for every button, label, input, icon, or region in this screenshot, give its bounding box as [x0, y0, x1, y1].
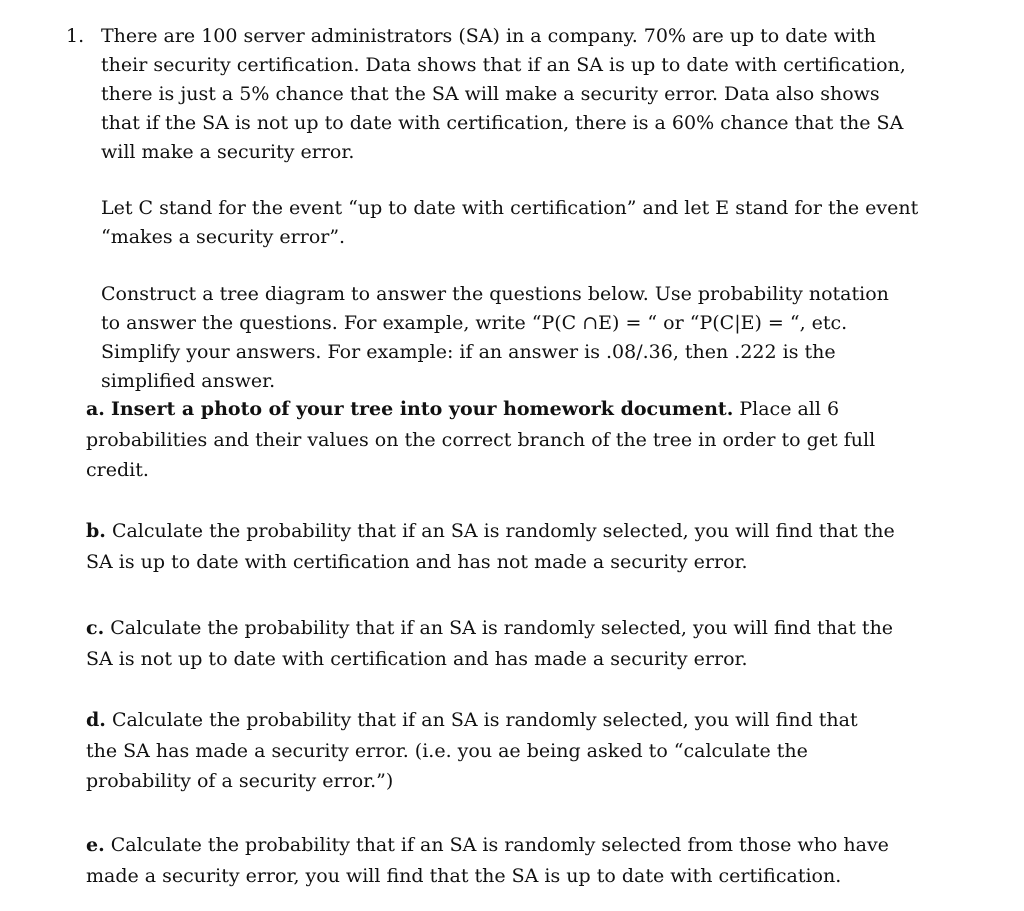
- instruction-line: Simplify your answers. For example: if an answer is .08/.36, then .222 is the: [101, 341, 836, 363]
- part-e-line: Calculate the probability that if an SA is randomly selected from those who have: [104, 834, 889, 856]
- part-e-label: e.: [86, 834, 105, 856]
- part-c: [86, 613, 946, 674]
- definition-line: Let C stand for the event “up to date with certification” and let E stand for the event: [101, 197, 919, 219]
- part-a-bold-end: .: [726, 398, 734, 420]
- question-number: 1.: [66, 25, 85, 47]
- instruction-line: simplified answer.: [101, 370, 276, 392]
- intro-line: their security certification. Data shows that if an SA is up to date with certification,: [101, 54, 906, 76]
- part-c-line: SA is not up to date with certification and has made a security error.: [86, 647, 748, 670]
- part-a-line: probabilities and their values on the correct branch of the tree in order to get full: [86, 428, 876, 451]
- part-d-label: d.: [86, 709, 106, 731]
- instruction-line: to answer the questions. For example, write “P(C ∩E) = “ or “P(C|E) = “, etc.: [101, 312, 848, 334]
- part-c-line: Calculate the probability that if an SA is randomly selected, you will find that the: [104, 617, 894, 639]
- part-a-label: a.: [86, 398, 105, 420]
- part-d-line: Calculate the probability that if an SA is randomly selected, you will find that: [105, 709, 858, 731]
- instructions: [101, 280, 931, 396]
- question-intro: [101, 22, 931, 167]
- instruction-line: Construct a tree diagram to answer the questions below. Use probability notation: [101, 283, 889, 305]
- part-d-line: the SA has made a security error. (i.e. you ae being asked to “calculate the: [86, 739, 808, 762]
- part-b: [86, 516, 946, 577]
- definition-line: “makes a security error”.: [101, 226, 346, 248]
- part-d: [86, 705, 946, 797]
- intro-line: will make a security error.: [101, 141, 355, 163]
- part-a-line: credit.: [86, 459, 149, 481]
- part-a: [86, 394, 946, 486]
- part-b-line: SA is up to date with certification and has not made a security error.: [86, 550, 748, 573]
- part-a-rest: Place all 6: [733, 398, 840, 420]
- intro-line: that if the SA is not up to date with certification, there is a 60% chance that the SA: [101, 112, 904, 134]
- part-d-line: probability of a security error.”): [86, 770, 394, 792]
- intro-line: There are 100 server administrators (SA) in a company. 70% are up to date with: [101, 25, 876, 47]
- part-b-line: Calculate the probability that if an SA is randomly selected, you will find that the: [105, 520, 895, 542]
- part-e-line: made a security error, you will find that the SA is up to date with certification.: [86, 864, 842, 887]
- part-a-bold-text: Insert a photo of your tree into your homework document: [110, 398, 727, 420]
- part-e: [86, 830, 946, 891]
- intro-line: there is just a 5% chance that the SA will make a security error. Data also shows: [101, 83, 880, 105]
- part-b-label: b.: [86, 520, 106, 542]
- part-c-label: c.: [86, 617, 105, 639]
- event-definitions: [101, 194, 931, 252]
